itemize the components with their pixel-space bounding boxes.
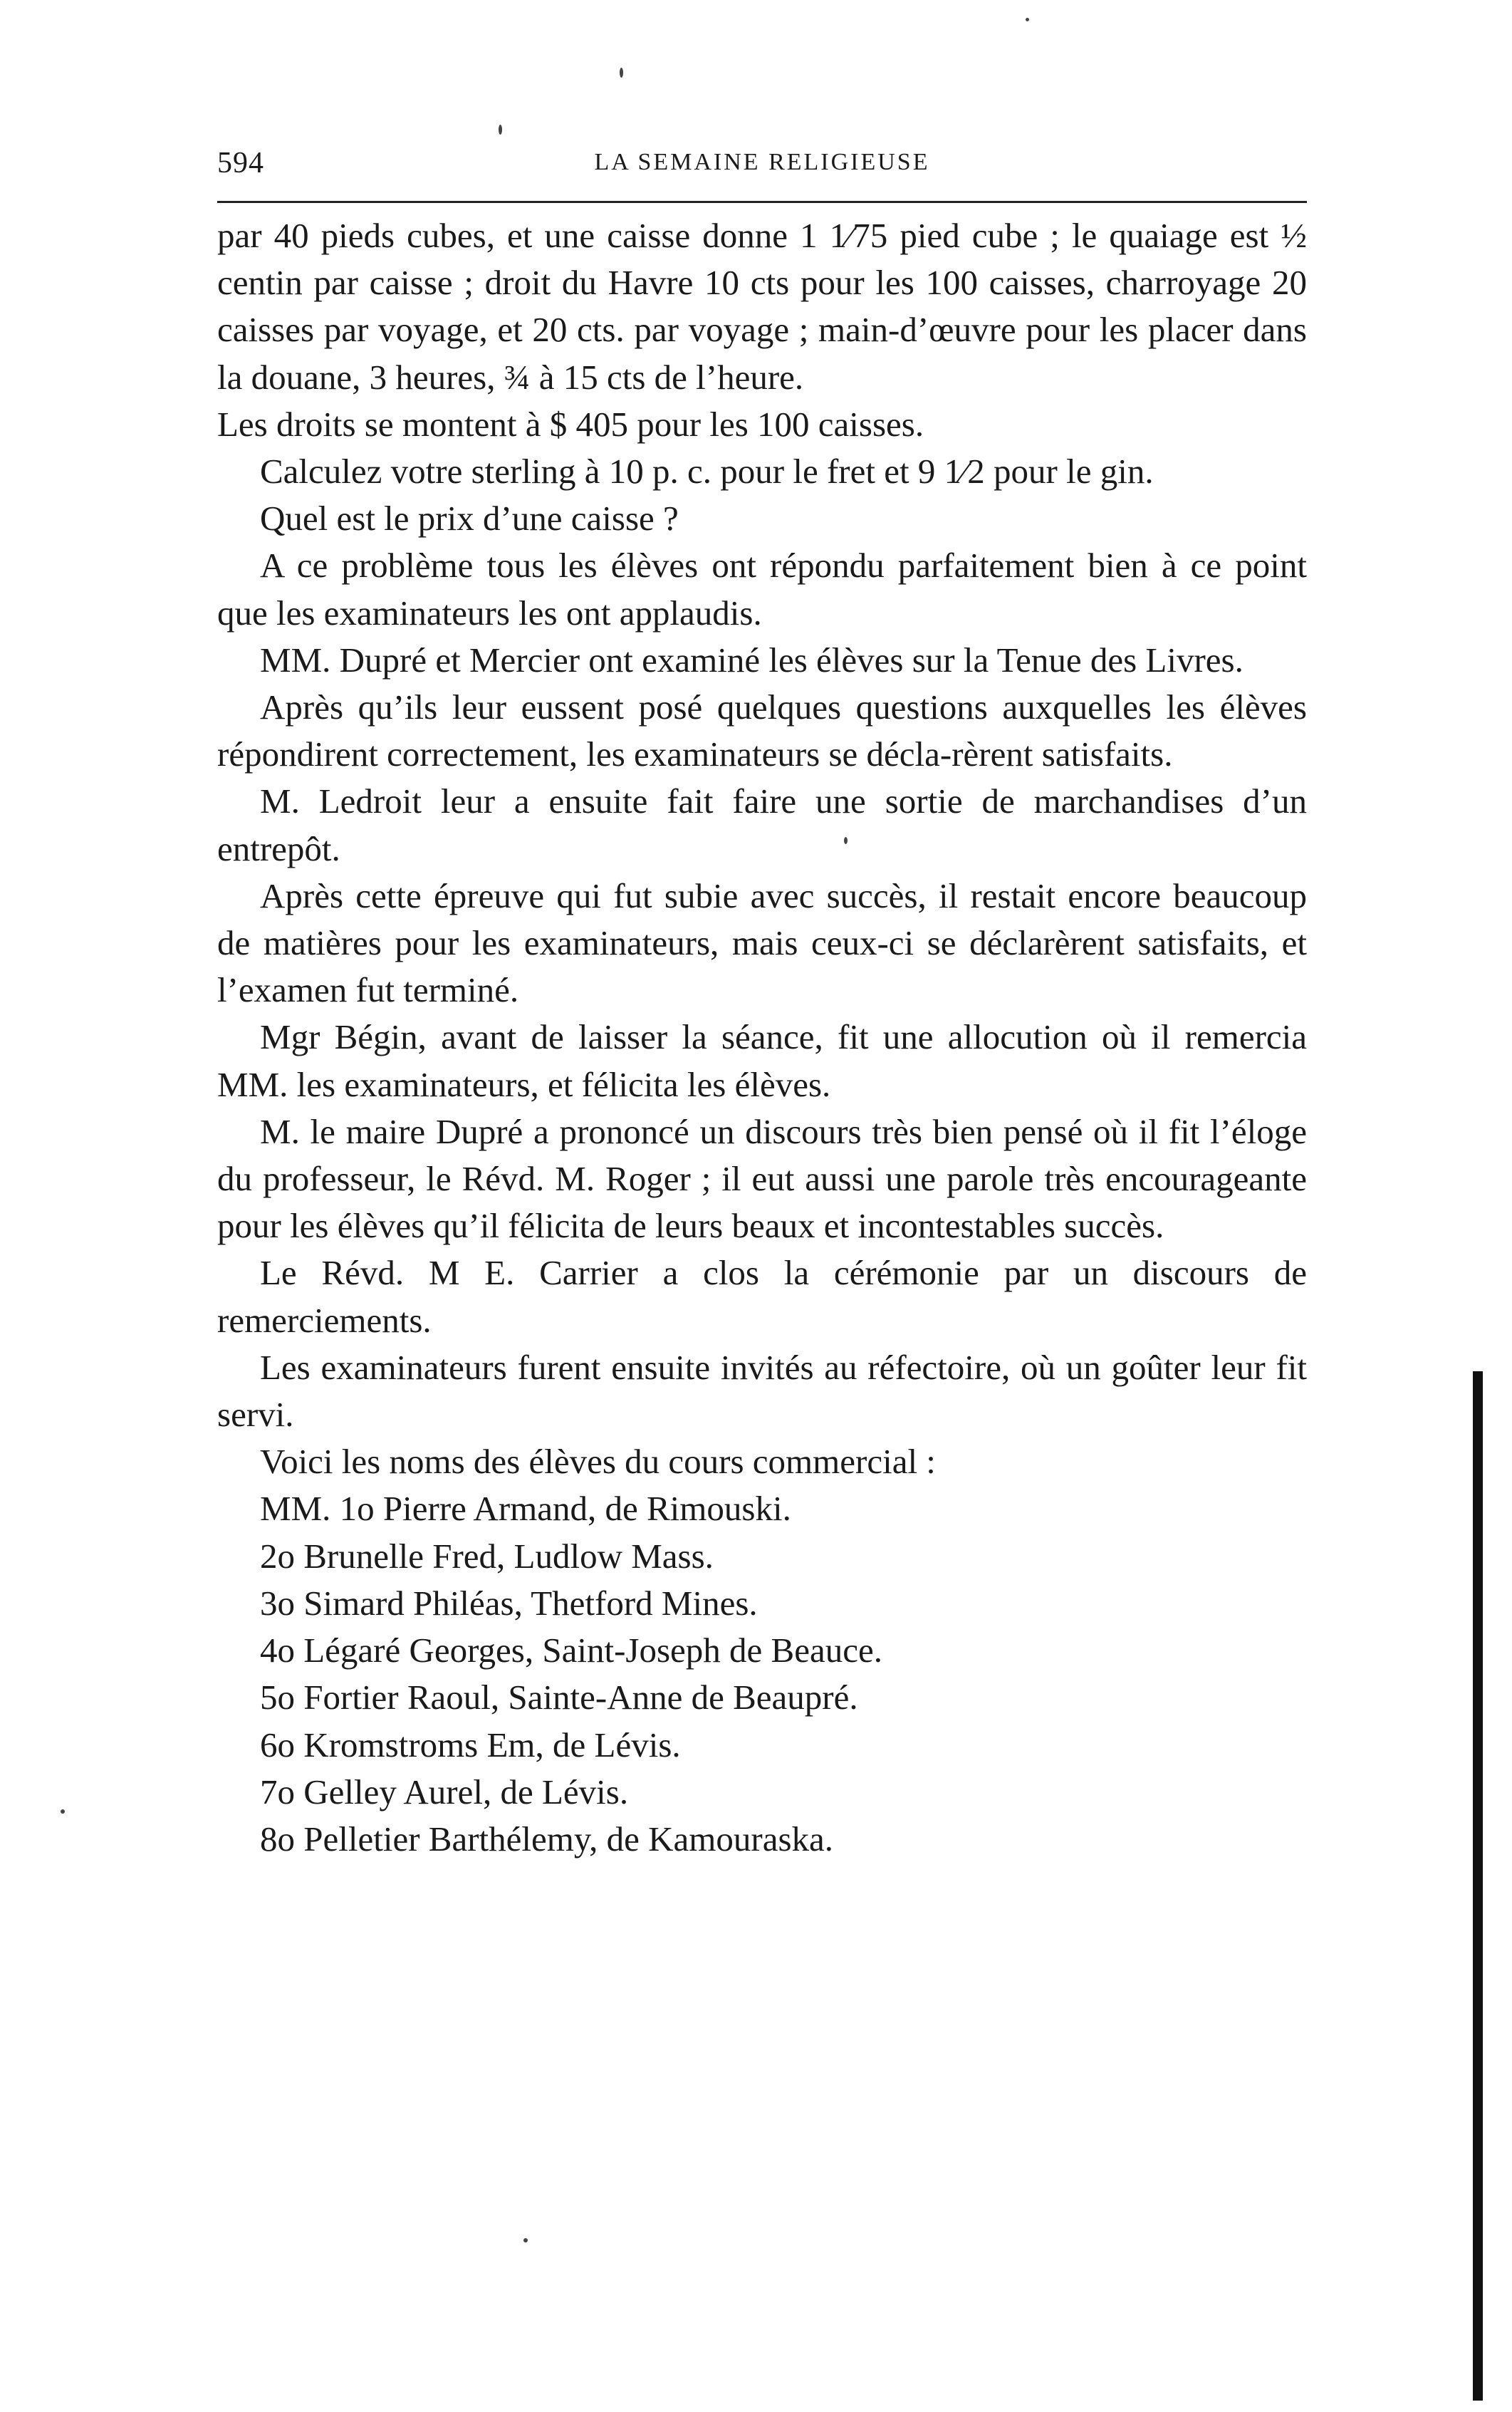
- paragraph: Le Révd. M E. Carrier a clos la cérémonie par un discours de remerciements.: [217, 1253, 1307, 1340]
- paragraph: Après qu’ils leur eussent posé quelques questions auxquelles les élèves répondirent correctement, les examinateurs se décla-rèrent satisfaits.: [217, 687, 1307, 774]
- journal-title: LA SEMAINE RELIGIEUSE: [594, 149, 930, 175]
- running-head: [217, 146, 1307, 189]
- paragraph: A ce problème tous les élèves ont répondu parfaitement bien à ce point que les examinateurs les ont applaudis.: [217, 546, 1307, 633]
- scan-speck: [844, 837, 848, 844]
- paragraph: par 40 pieds cubes, et une caisse donne 1 1⁄75 pied cube ; le quaiage est ½ centin par caisse ; droit du Havre 10 cts pour les 100 caisses, charroyage 20 caisses par voyage, et 20 cts. par voyage ; main-d’œuvre pour les placer dans la douane, 3 heures, ¾ à 15 cts de l’heure.: [217, 216, 1307, 397]
- paragraph: M. le maire Dupré a prononcé un discours très bien pensé où il fit l’éloge du professeur, le Révd. M. Roger ; il eut aussi une parole très encourageante pour les élèves qu’il félicita de leurs beaux et incontestables succès.: [217, 1111, 1307, 1246]
- list-item: 8o Pelletier Barthélemy, de Kamouraska.: [260, 1819, 834, 1859]
- paragraph: Quel est le prix d’une caisse ?: [260, 499, 679, 539]
- list-item: 2o Brunelle Fred, Ludlow Mass.: [260, 1536, 714, 1576]
- list-item: 4o Légaré Georges, Saint-Joseph de Beauce.: [260, 1631, 882, 1670]
- list-item: 3o Simard Philéas, Thetford Mines.: [260, 1583, 758, 1623]
- scan-speck: [61, 1809, 65, 1814]
- paragraph: Les examinateurs furent ensuite invités au réfectoire, où un goûter leur fit servi.: [217, 1347, 1307, 1435]
- paragraph: Après cette épreuve qui fut subie avec succès, il restait encore beaucoup de matières pour les examinateurs, mais ceux-ci se déclarèrent satisfaits, et l’examen fut terminé.: [217, 875, 1307, 1010]
- paragraph: MM. Dupré et Mercier ont examiné les élèves sur la Tenue des Livres.: [260, 640, 1244, 680]
- list-item: MM. 1o Pierre Armand, de Rimouski.: [260, 1489, 791, 1529]
- scan-margin-bar: [1473, 1371, 1483, 2401]
- page-number: 594: [217, 147, 264, 180]
- header-rule: [217, 201, 1307, 203]
- paragraph: Les droits se montent à $ 405 pour les 100 caisses.: [217, 404, 924, 444]
- list-item: 5o Fortier Raoul, Sainte-Anne de Beaupré.: [260, 1678, 858, 1717]
- paragraph: M. Ledroit leur a ensuite fait faire une sortie de marchandises d’un entrepôt.: [217, 781, 1307, 868]
- list-intro: Voici les noms des élèves du cours commercial :: [260, 1442, 936, 1482]
- list-item: 7o Gelley Aurel, de Lévis.: [260, 1772, 629, 1811]
- scan-speck: [523, 2238, 528, 2242]
- list-item: 6o Kromstroms Em, de Lévis.: [260, 1725, 681, 1764]
- article-body: [217, 212, 1307, 1863]
- scan-speck: [1026, 18, 1029, 21]
- scan-speck: [620, 68, 623, 78]
- paragraph: Mgr Bégin, avant de laisser la séance, fit une allocution où il remercia MM. les examinateurs, et félicita les élèves.: [217, 1017, 1307, 1104]
- scan-speck: [499, 125, 502, 135]
- paragraph: Calculez votre sterling à 10 p. c. pour le fret et 9 1⁄2 pour le gin.: [260, 452, 1154, 492]
